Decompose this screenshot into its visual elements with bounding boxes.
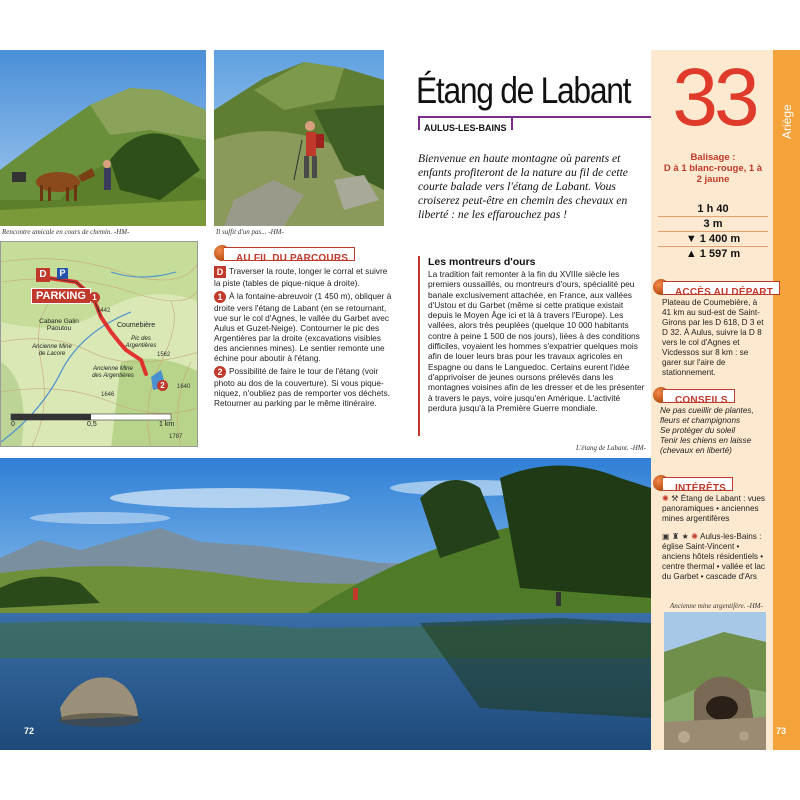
- map-place-cabane: Cabane Galin Paoutou: [39, 318, 79, 332]
- interets-1: [662, 494, 768, 524]
- step-d-text: Traverser la route, longer le corral et suivre la piste (tables de pique-nique à droite).: [214, 266, 388, 288]
- map: [0, 241, 198, 447]
- altitude-max: ▲ 1 597 m: [685, 248, 741, 260]
- map-parking-icon: P: [57, 268, 68, 279]
- photo-lake: [0, 458, 651, 750]
- map-scale-0: 0: [11, 421, 15, 428]
- conseils-list: [660, 406, 768, 456]
- interets-2-text: Aulus-les-Bains : église Saint-Vincent • anciens hôtels résidentiels • centre thermal • vallée et lac du Garbet • cascade d'Ars: [662, 532, 765, 581]
- duration: 1 h 40: [658, 202, 768, 217]
- photo-mine: [664, 612, 766, 750]
- map-scale-05: 0,5: [87, 421, 97, 428]
- step-2-marker: 2: [214, 366, 226, 378]
- page-title: Étang de Labant: [416, 70, 631, 111]
- balisage-label: Balisage :: [690, 152, 736, 163]
- distance: 3 m: [658, 217, 768, 232]
- map-parking-label: PARKING: [31, 288, 91, 304]
- map-waypoint-2: 2: [157, 380, 168, 391]
- balisage-value: D à 1 blanc-rouge, 1 à 2 jaune: [663, 163, 763, 185]
- step-2-text: Possibilité de faire le tour de l'étang (voir photo au dos de la couverture). Si vous pique-niquez, n'oubliez pas de remporter vos déchets. Retourner au parking par le même itinéraire.: [214, 366, 390, 408]
- page-number-right: 73: [776, 726, 787, 736]
- caption-hiker: Il suffit d'un pas... -HM-: [216, 228, 284, 236]
- map-place-mine1: Ancienne Mine de Lacore: [32, 344, 72, 357]
- subtitle: AULUS-LES-BAINS: [424, 123, 507, 133]
- sun-icon: ✺: [691, 532, 699, 541]
- montreurs-text: La tradition fait remonter à la fin du XVIIIe siècle les premiers oussaillés, ou montreurs d'ours, spécialité peu banale exclusivement attachée, en France, aux vallées d'Ustou et du Garbet (même si cette pratique existait depuis le Moyen Âge ici et là à travers l'Europe). Les vallées, alors très peuplées (quelque 10 000 habitants contre à peine 1 500 de nos jours), liées à des conditions difficiles, voyaient les hommes s'expatrier quelques mois afin de louer leurs bras pour les travaux agricoles en Espagne ou dans le Languedoc. Certains eurent l'idée d'apprivoiser de jeunes oursons prélevés dans les montagnes voisines afin de les dresser et de les présenter à travers le pays, voire jusqu'en Amérique. L'activité perdura jusqu'à la Première Guerre mondiale.: [428, 269, 645, 413]
- caption-horses: Rencontre amicale en cours de chemin. -HM-: [2, 228, 130, 236]
- conseil-item: Ne pas cueillir de plantes, fleurs et champignons: [660, 406, 754, 425]
- church-icon: ♜: [672, 532, 680, 541]
- altitude-min: ▼ 1 400 m: [658, 232, 768, 247]
- photo-horses: [0, 50, 206, 226]
- side-tab-label: Ariège: [780, 104, 794, 139]
- montreurs-heading: Les montreurs d'ours: [428, 256, 536, 268]
- tools-icon: ⚒: [671, 494, 679, 503]
- castle-icon: ▣: [662, 532, 670, 541]
- step-1-text: À la fontaine-abreuvoir (1 450 m), obliquer à droite vers l'étang de Labant (en se retournant, vue sur le col d'Agnes, le vallée du Garbet avec Aulus et Guzet-Neige). Contourner le pic des Argentières par la droite (excavations visibles des anciennes mines). Le sentier remonte une échine pour aboutir à l'étang.: [214, 291, 392, 363]
- star-icon: ★: [681, 532, 689, 541]
- map-alt: 1442: [97, 308, 111, 314]
- conseil-item: Se protéger du soleil: [660, 426, 736, 435]
- parcours-text: [214, 266, 392, 411]
- map-scale-1: 1 km: [159, 421, 175, 428]
- conseil-item: Tenir les chiens en laisse (chevaux en liberté): [660, 436, 752, 455]
- map-place-pic: Pic des Argentières: [125, 336, 157, 349]
- interets-2: [662, 532, 768, 582]
- subtitle-box: [418, 118, 513, 133]
- acces-text: Plateau de Coumebière, à 41 km au sud-est de Saint-Girons par les D 618, D 3 et D 32. À Aulus, suivre la D 8 vers le col d'Agnes et Vicdessos sur 8 km : se garer sur l'aire de stationnement.: [662, 298, 764, 377]
- step-1-marker: 1: [214, 291, 226, 303]
- map-start-marker: D: [36, 268, 50, 282]
- montreurs-box: [418, 256, 650, 436]
- photo-hiker: [214, 50, 384, 226]
- intro-text: Bienvenue en haute montagne où parents et enfants profiteront de la nature au fil de cette courte balade vers l'étang de Labant. Vous croiserez peut-être en chemin des chevaux en liberté : ne les effarouchez pas !: [418, 152, 628, 221]
- interets-1-text: Étang de Labant : vues panoramiques • anciennes mines argentifères: [662, 494, 765, 523]
- map-alt: 1646: [101, 392, 115, 398]
- balisage: [660, 152, 766, 185]
- step-d-marker: D: [214, 266, 226, 278]
- sun-icon: ✺: [662, 494, 669, 503]
- caption-mine: Ancienne mine argentifère. -HM-: [670, 602, 763, 610]
- map-alt: 1562: [157, 352, 171, 358]
- side-tab: [773, 50, 800, 750]
- map-place-mine2: Ancienne Mine des Argentières: [92, 366, 134, 379]
- map-alt: 1787: [169, 434, 183, 440]
- map-place-coumebiere: Coumebière: [117, 322, 156, 329]
- caption-etang: L'étang de Labant. -HM-: [576, 444, 646, 452]
- map-alt: 1640: [177, 384, 191, 390]
- map-waypoint-1: 1: [89, 292, 100, 303]
- stats-block: [658, 202, 768, 261]
- route-number: 33: [672, 52, 756, 143]
- page-number-left: 72: [24, 726, 35, 736]
